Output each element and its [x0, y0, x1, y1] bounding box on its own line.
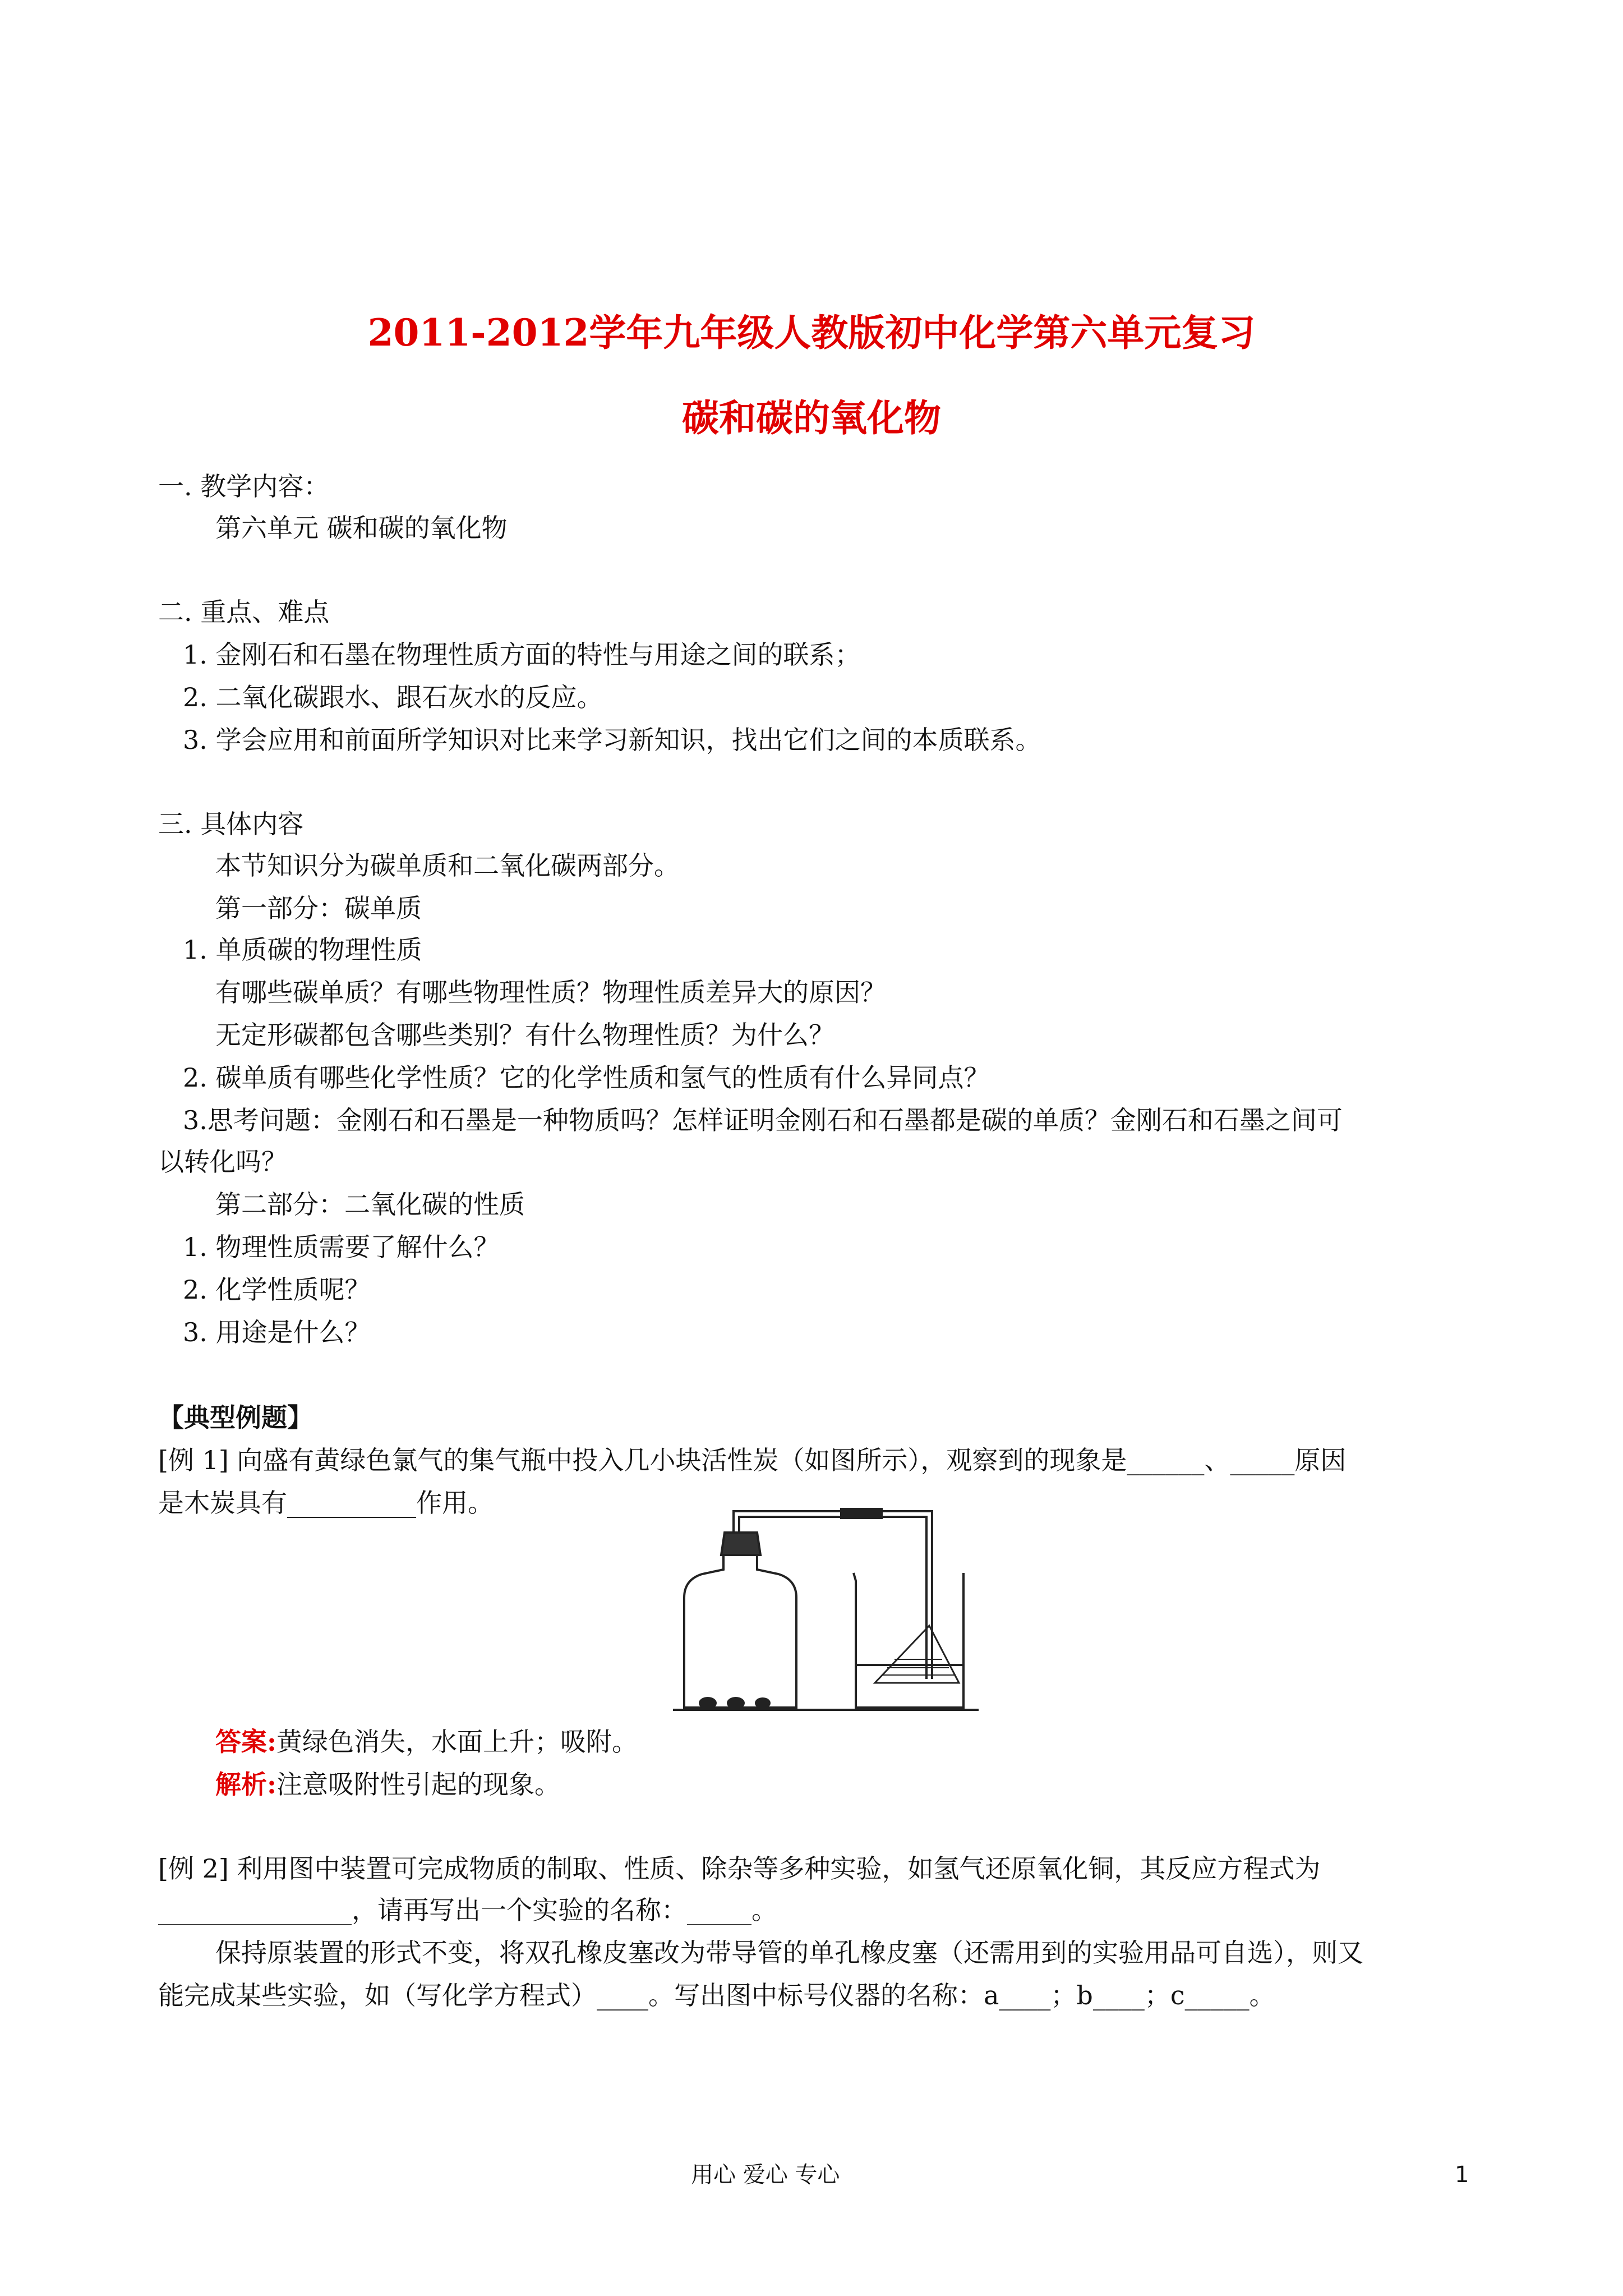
charcoal-pieces	[699, 1697, 771, 1709]
example1-answer	[215, 1723, 638, 1760]
footer-motto: 用心 爱心 专心	[691, 2162, 840, 2188]
page-subtitle: 碳和碳的氧化物	[682, 396, 941, 440]
part1-item: 2. 碳单质有哪些化学性质？它的化学性质和氢气的性质有什么异同点？	[183, 1062, 990, 1093]
example2-text-para2: 保持原装置的形式不变，将双孔橡皮塞改为带导管的单孔橡皮塞（还需用到的实验用品可自选），则又	[215, 1938, 1363, 1968]
analysis-label: 解析:	[215, 1769, 276, 1800]
example1-analysis	[215, 1766, 560, 1803]
answer-label: 答案:	[215, 1727, 276, 1757]
section3-heading: 三. 具体内容	[158, 809, 304, 839]
part1-question: 有哪些碳单质？有哪些物理性质？物理性质差异大的原因？	[215, 977, 886, 1007]
page-title: 2011-2012学年九年级人教版初中化学第六单元复习	[367, 311, 1256, 355]
beaker	[854, 1573, 963, 1708]
part1-item: 3.思考问题：金刚石和石墨是一种物质吗？怎样证明金刚石和石墨都是碳的单质？金刚石和石墨之间可	[183, 1105, 1343, 1135]
section2-heading: 二. 重点、难点	[158, 597, 330, 627]
analysis-text: 注意吸附性引起的现象。	[276, 1769, 560, 1800]
example2-text-para2-cont: 能完成某些实验，如（写化学方程式）____。写出图中标号仪器的名称：a____；b____；c_____。	[158, 1980, 1275, 2010]
part2-item: 2. 化学性质呢？	[183, 1274, 371, 1305]
answer-text: 黄绿色消失，水面上升；吸附。	[276, 1727, 638, 1757]
section2-item: 1. 金刚石和石墨在物理性质方面的特性与用途之间的联系；	[183, 639, 861, 670]
part2-title: 第二部分：二氧化碳的性质	[215, 1189, 525, 1220]
part1-question: 无定形碳都包含哪些类别？有什么物理性质？为什么？	[215, 1020, 834, 1050]
page-number: 1	[1455, 2162, 1469, 2188]
part1-item: 1. 单质碳的物理性质	[183, 935, 422, 965]
section3-intro: 本节知识分为碳单质和二氧化碳两部分。	[215, 850, 680, 881]
section2-item: 3. 学会应用和前面所学知识对比来学习新知识，找出它们之间的本质联系。	[183, 725, 1041, 755]
part1-item-cont: 以转化吗？	[158, 1147, 287, 1177]
rubber-connector	[841, 1509, 882, 1518]
example1-text: [例 1] 向盛有黄绿色氯气的集气瓶中投入几小块活性炭（如图所示），观察到的现象是______、_____原因	[158, 1445, 1347, 1475]
gas-bottle	[684, 1555, 796, 1708]
section2-item: 2. 二氧化碳跟水、跟石灰水的反应。	[183, 682, 603, 712]
rubber-stopper	[721, 1533, 760, 1555]
part1-title: 第一部分：碳单质	[215, 893, 422, 923]
examples-heading: 【典型例题】	[158, 1402, 313, 1433]
example2-text: [例 2] 利用图中装置可完成物质的制取、性质、除杂等多种实验，如氢气还原氧化铜，其反应方程式为	[158, 1853, 1321, 1884]
example2-text-cont: _______________，请再写出一个实验的名称：_____。	[158, 1895, 777, 1925]
example1-text-cont: 是木炭具有__________作用。	[158, 1488, 494, 1518]
part2-item: 1. 物理性质需要了解什么？	[183, 1232, 500, 1262]
part2-item: 3. 用途是什么？	[183, 1317, 371, 1347]
apparatus-diagram	[673, 1508, 987, 1721]
section1-heading: 一. 教学内容：	[158, 471, 330, 501]
section1-content: 第六单元 碳和碳的氧化物	[215, 513, 508, 543]
